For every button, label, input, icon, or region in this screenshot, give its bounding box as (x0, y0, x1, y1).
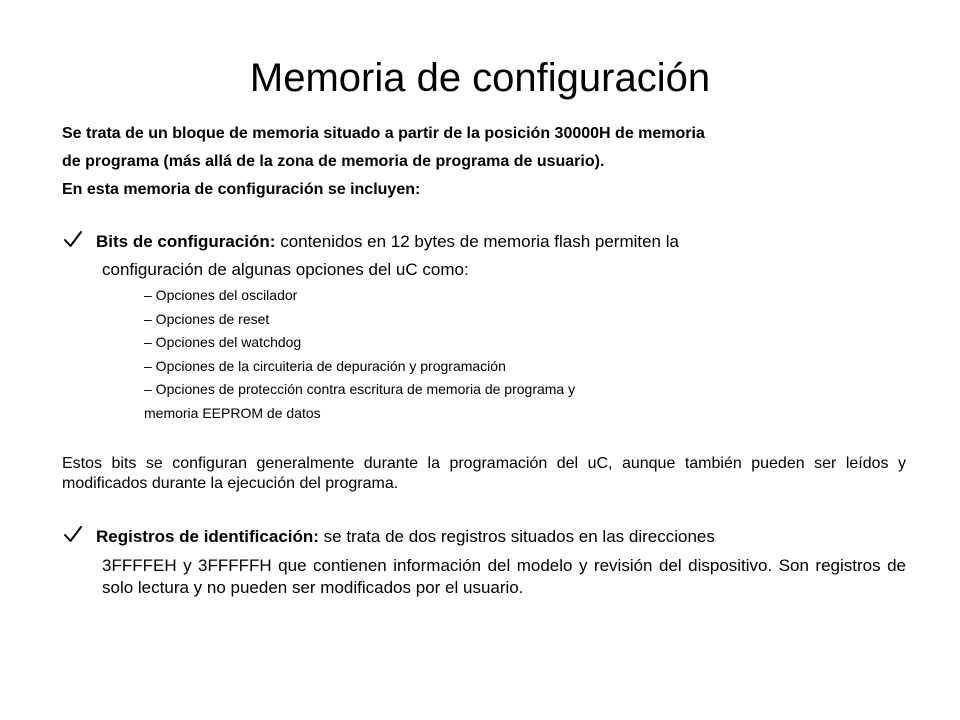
paragraph-config-bits: Estos bits se configuran generalmente durante la programación del uC, aunque también pueden ser leídos y modificados durante la ejecución del programa. (62, 455, 906, 492)
option-item: – Opciones del oscilador (144, 287, 298, 303)
bullet-term: Bits de configuración: (96, 232, 276, 251)
option-item: – Opciones de reset (144, 310, 270, 327)
bullet-config-bits-continuation: configuración de algunas opciones del uC como: (102, 260, 469, 279)
bullet-id-registers-continuation: 3FFFFEH y 3FFFFFH que contienen información del modelo y revisión del dispositivo. Son registros de solo lectura y no pueden ser modificados por el usuario. (102, 556, 906, 597)
intro-line-2: de programa (más allá de la zona de memoria de programa de usuario). (62, 153, 605, 170)
intro-text (62, 120, 912, 204)
option-item: – Opciones del watchdog (144, 334, 302, 350)
intro-line-1: Se trata de un bloque de memoria situado a partir de la posición 30000H de memoria (62, 125, 705, 142)
bullet-config-bits (96, 231, 679, 253)
checkmark-icon (62, 523, 84, 545)
option-item: – Opciones de protección contra escritura de memoria de programa y (144, 381, 576, 397)
intro-line-3: En esta memoria de configuración se incluyen: (62, 181, 421, 198)
option-item: memoria EEPROM de datos (144, 404, 321, 421)
bullet-term: Registros de identificación: (96, 527, 319, 546)
bullet-text: contenidos en 12 bytes de memoria flash permiten la (275, 232, 679, 251)
options-list (144, 284, 575, 425)
bullet-text: se trata de dos registros situados en las direcciones (318, 527, 715, 546)
bullet-id-registers (96, 526, 715, 548)
checkmark-icon (62, 228, 84, 250)
option-item: – Opciones de la circuiteria de depuración y programación (144, 357, 506, 374)
slide-title: Memoria de configuración (249, 56, 711, 100)
